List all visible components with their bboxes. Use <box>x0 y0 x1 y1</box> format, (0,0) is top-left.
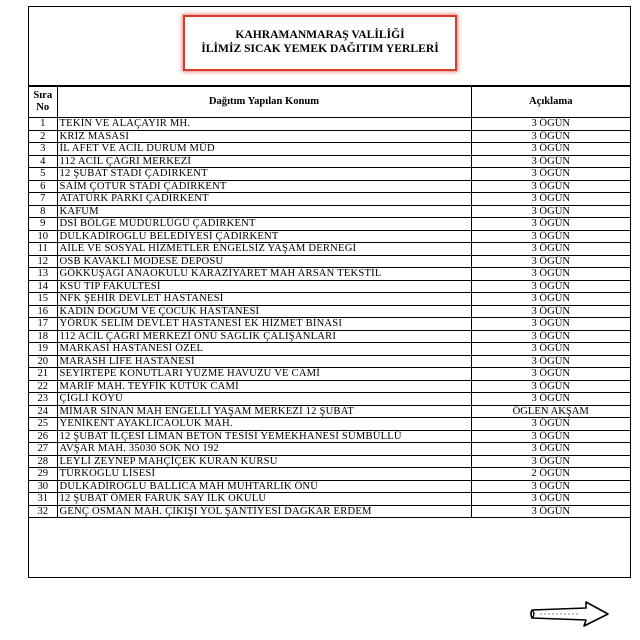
row-number: 30 <box>29 480 57 493</box>
location-cell: NFK ŞEHİR DEVLET HASTANESİ <box>57 293 471 306</box>
row-number: 10 <box>29 230 57 243</box>
location-cell: KAFUM <box>57 205 471 218</box>
table-row <box>29 418 630 431</box>
location-cell: TÜRKOĞLU LİSESİ <box>57 468 471 481</box>
row-number: 25 <box>29 418 57 431</box>
description-cell: 3 ÖĞÜN <box>471 430 630 443</box>
location-cell: 12 ŞUBAT STADI ÇADIRKENT <box>57 168 471 181</box>
row-number: 3 <box>29 143 57 156</box>
description-cell: 3 ÖĞÜN <box>471 180 630 193</box>
description-cell: 3 ÖĞÜN <box>471 280 630 293</box>
description-cell: 3 ÖĞÜN <box>471 418 630 431</box>
description-cell: 3 ÖĞÜN <box>471 305 630 318</box>
table-row <box>29 343 630 356</box>
row-number: 4 <box>29 155 57 168</box>
table-row <box>29 393 630 406</box>
table-row <box>29 168 630 181</box>
location-cell: GÖKKUŞAĞI ANAOKULU KARAZİYARET MAH ARSAN TEKSTİL <box>57 268 471 281</box>
table-row <box>29 493 630 506</box>
description-cell: 3 ÖĞÜN <box>471 118 630 131</box>
description-cell: 3 ÖĞÜN <box>471 243 630 256</box>
description-cell: 3 ÖĞÜN <box>471 505 630 518</box>
location-cell: MİMAR SİNAN MAH ENGELLİ YAŞAM MERKEZİ 12 ŞUBAT <box>57 405 471 418</box>
location-cell: SAİM ÇOTUR STADI ÇADIRKENT <box>57 180 471 193</box>
description-cell: 3 ÖĞÜN <box>471 168 630 181</box>
title-line-2: İLİMİZ SICAK YEMEK DAĞITIM YERLERİ <box>201 42 439 55</box>
description-cell: 3 ÖĞÜN <box>471 455 630 468</box>
row-number: 1 <box>29 118 57 131</box>
table-row <box>29 193 630 206</box>
description-cell: 3 ÖĞÜN <box>471 205 630 218</box>
table-row <box>29 280 630 293</box>
location-cell: DULKADİROĞLU BALLICA MAH MUHTARLIK ÖNÜ <box>57 480 471 493</box>
table-row <box>29 218 630 231</box>
description-cell: 3 ÖĞÜN <box>471 318 630 331</box>
row-number: 16 <box>29 305 57 318</box>
description-cell: 3 ÖĞÜN <box>471 293 630 306</box>
location-cell: TEKİN VE ALAÇAYIR MH. <box>57 118 471 131</box>
row-number: 24 <box>29 405 57 418</box>
table-row <box>29 430 630 443</box>
column-header-location: Dağıtım Yapılan Konum <box>57 87 471 118</box>
row-number: 26 <box>29 430 57 443</box>
location-cell: 112 ACİL ÇAĞRI MERKEZİ ÖNÜ SAĞLIK ÇALIŞANLARI <box>57 330 471 343</box>
row-number: 12 <box>29 255 57 268</box>
row-number: 6 <box>29 180 57 193</box>
row-number: 18 <box>29 330 57 343</box>
description-cell: 3 ÖĞÜN <box>471 368 630 381</box>
row-number: 19 <box>29 343 57 356</box>
table-row <box>29 155 630 168</box>
table-row <box>29 368 630 381</box>
location-cell: MARASH LİFE HASTANESİ <box>57 355 471 368</box>
table-row <box>29 380 630 393</box>
title-line-1: KAHRAMANMARAŞ VALİLİĞİ <box>235 28 405 41</box>
location-cell: 112 ACİL ÇAĞRI MERKEZİ <box>57 155 471 168</box>
location-cell: MARKASİ HASTANESİ ÖZEL <box>57 343 471 356</box>
document-header <box>29 7 630 86</box>
description-cell: 2 ÖĞÜN <box>471 468 630 481</box>
row-number: 14 <box>29 280 57 293</box>
description-cell: 3 ÖĞÜN <box>471 218 630 231</box>
location-cell: YENİKENT AYAKLICAOLUK MAH. <box>57 418 471 431</box>
table-row <box>29 255 630 268</box>
row-number: 8 <box>29 205 57 218</box>
row-number: 13 <box>29 268 57 281</box>
document-frame <box>28 6 631 578</box>
distribution-table <box>29 86 630 518</box>
table-row <box>29 180 630 193</box>
location-cell: OSB KAVAKLI MODESE DEPOSU <box>57 255 471 268</box>
description-cell: 3 ÖĞÜN <box>471 193 630 206</box>
description-cell: 3 ÖĞÜN <box>471 443 630 456</box>
description-cell: 3 ÖĞÜN <box>471 355 630 368</box>
location-cell: LEYLİ ZEYNEP MAHÇİÇEK KURAN KURSU <box>57 455 471 468</box>
row-number: 29 <box>29 468 57 481</box>
location-cell: SEYİRTEPE KONUTLARI YÜZME HAVUZU VE CAMİ <box>57 368 471 381</box>
location-cell: MARİF MAH. TEYFİK KÜTÜK CAMİ <box>57 380 471 393</box>
row-number: 2 <box>29 130 57 143</box>
location-cell: KRİZ MASASI <box>57 130 471 143</box>
location-cell: AVŞAR MAH. 35030 SOK NO 192 <box>57 443 471 456</box>
table-row <box>29 330 630 343</box>
description-cell: 3 ÖĞÜN <box>471 480 630 493</box>
column-header-description: Açıklama <box>471 87 630 118</box>
description-cell: 3 ÖĞÜN <box>471 155 630 168</box>
row-number: 23 <box>29 393 57 406</box>
description-cell: 3 ÖĞÜN <box>471 330 630 343</box>
table-row <box>29 130 630 143</box>
row-number: 28 <box>29 455 57 468</box>
description-cell: 3 ÖĞÜN <box>471 130 630 143</box>
row-number: 15 <box>29 293 57 306</box>
row-number: 11 <box>29 243 57 256</box>
table-row <box>29 505 630 518</box>
location-cell: 12 ŞUBAT ÖMER FARUK SAY İLK OKULU <box>57 493 471 506</box>
row-number: 17 <box>29 318 57 331</box>
row-number: 31 <box>29 493 57 506</box>
location-cell: YÖRÜK SELİM DEVLET HASTANESİ EK HİZMET BİNASI <box>57 318 471 331</box>
row-number: 27 <box>29 443 57 456</box>
table-row <box>29 480 630 493</box>
row-number: 5 <box>29 168 57 181</box>
table-row <box>29 455 630 468</box>
location-cell: DULKADİROĞLU BELEDİYESİ ÇADIRKENT <box>57 230 471 243</box>
description-cell: 3 ÖĞÜN <box>471 143 630 156</box>
row-number: 21 <box>29 368 57 381</box>
table-row <box>29 443 630 456</box>
location-cell: ATATÜRK PARKI ÇADIRKENT <box>57 193 471 206</box>
description-cell: 3 ÖĞÜN <box>471 393 630 406</box>
column-header-no: Sıra No <box>29 87 57 118</box>
location-cell: KADIN DOĞUM VE ÇOCUK HASTANESİ <box>57 305 471 318</box>
table-row <box>29 118 630 131</box>
table-row <box>29 268 630 281</box>
description-cell: ÖĞLEN AKŞAM <box>471 405 630 418</box>
row-number: 7 <box>29 193 57 206</box>
next-page-arrow-icon[interactable] <box>528 598 612 630</box>
table-header-row <box>29 87 630 118</box>
description-cell: 3 ÖĞÜN <box>471 493 630 506</box>
table-row <box>29 205 630 218</box>
description-cell: 3 ÖĞÜN <box>471 268 630 281</box>
row-number: 22 <box>29 380 57 393</box>
location-cell: DSİ BÖLGE MÜDÜRLÜĞÜ ÇADIRKENT <box>57 218 471 231</box>
location-cell: İL AFET VE ACİL DURUM MÜD <box>57 143 471 156</box>
location-cell: KSÜ TIP FAKULTESİ <box>57 280 471 293</box>
title-box <box>183 15 457 71</box>
table-row <box>29 468 630 481</box>
description-cell: 3 ÖĞÜN <box>471 343 630 356</box>
table-row <box>29 355 630 368</box>
description-cell: 3 ÖĞÜN <box>471 255 630 268</box>
description-cell: 3 ÖĞÜN <box>471 380 630 393</box>
table-row <box>29 405 630 418</box>
location-cell: ÇİĞLİ KÖYÜ <box>57 393 471 406</box>
description-cell: 3 ÖĞÜN <box>471 230 630 243</box>
row-number: 20 <box>29 355 57 368</box>
location-cell: GENÇ OSMAN MAH. ÇIKIŞI YOL ŞANTİYESİ DAĞKAR ERDEM <box>57 505 471 518</box>
table-row <box>29 230 630 243</box>
table-row <box>29 305 630 318</box>
table-row <box>29 243 630 256</box>
location-cell: 12 ŞUBAT İLÇESİ LİMAN BETON TESİSİ YEMEKHANESİ SÜMBÜLLÜ <box>57 430 471 443</box>
row-number: 32 <box>29 505 57 518</box>
table-row <box>29 293 630 306</box>
row-number: 9 <box>29 218 57 231</box>
table-row <box>29 318 630 331</box>
location-cell: AİLE VE SOSYAL HİZMETLER ENGELSİZ YAŞAM DERNEĞİ <box>57 243 471 256</box>
table-row <box>29 143 630 156</box>
